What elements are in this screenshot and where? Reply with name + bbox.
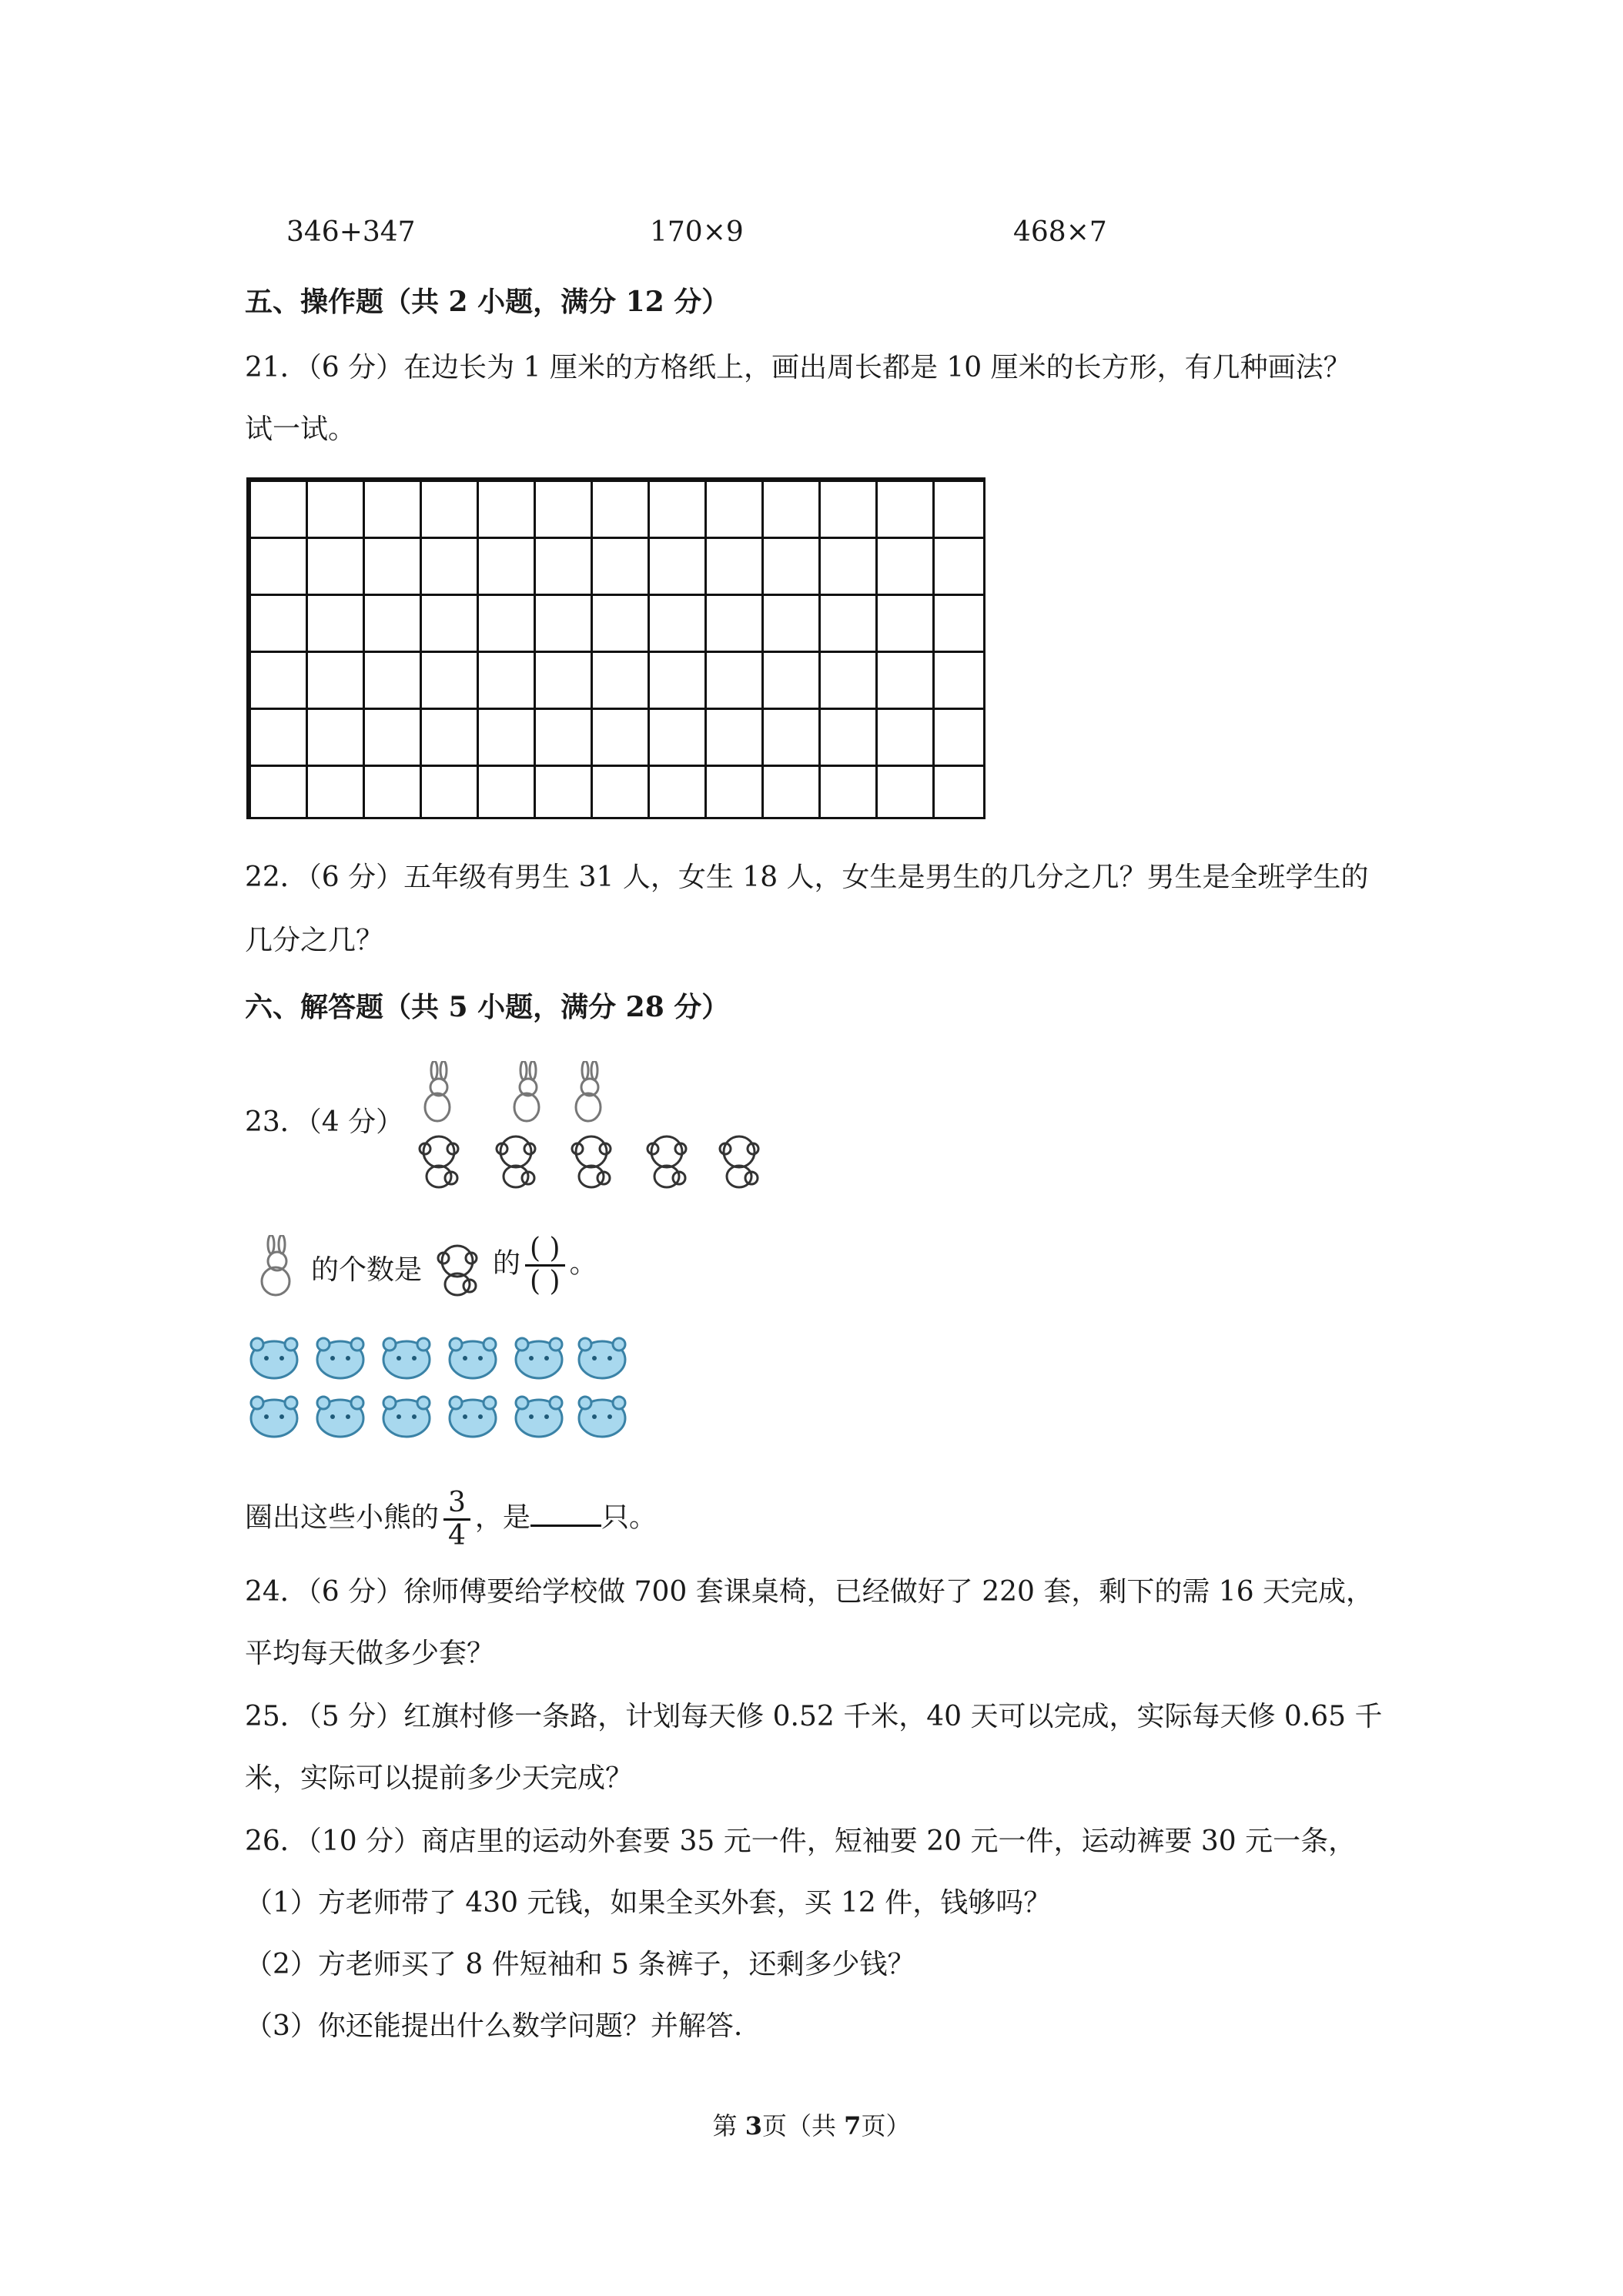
monkey-icon: [648, 1136, 686, 1187]
q23-label: 23．（4 分）: [245, 1106, 404, 1138]
section-6-heading: 六、解答题（共 5 小题，满分 28 分）: [245, 991, 730, 1023]
q22-line-2: 几分之几？: [245, 925, 384, 956]
q23-bears-post: 只。: [601, 1501, 657, 1534]
q24-line-1: 24．（6 分）徐师傅要给学校做 700 套课桌椅，已经做好了 220 套，剩下的需 16 天完成，: [245, 1576, 1374, 1608]
q21-line-2: 试一试。: [245, 413, 356, 445]
q21-line-1: 21．（6 分）在边长为 1 厘米的方格纸上，画出周长都是 10 厘米的长方形，有几种画法？: [245, 352, 1351, 383]
fraction-three-quarters: [443, 1488, 470, 1551]
q23-fraction-line: [493, 1233, 597, 1297]
monkey-icon: [720, 1136, 758, 1187]
rabbit-icon: [425, 1061, 450, 1121]
rabbit-icons: [413, 1061, 674, 1126]
fraction-denominator: ( ): [530, 1266, 561, 1297]
fraction-denominator: 4: [448, 1520, 466, 1551]
rabbit-icon: [514, 1061, 539, 1121]
q23-bears-mid: ，是: [474, 1501, 530, 1534]
bear-icons: [248, 1334, 648, 1449]
footer-mid: 页（共: [761, 2111, 845, 2140]
q25-line-2: 米，实际可以提前多少天完成？: [245, 1762, 634, 1794]
q26-sub-3: （3）你还能提出什么数学问题？并解答.: [245, 2010, 743, 2042]
blank-fraction: [525, 1233, 565, 1297]
q23-text-c: 。: [569, 1247, 597, 1280]
monkey-icons: [413, 1132, 767, 1193]
rabbit-icon: [576, 1061, 601, 1121]
q26-sub-1: （1）方老师带了 430 元钱，如果全买外套，买 12 件，钱够吗？: [245, 1887, 1052, 1919]
q25-line-1: 25．（5 分）红旗村修一条路，计划每天修 0.52 千米，40 天可以完成，实际每天修 0.65 千: [245, 1701, 1383, 1732]
footer-pre: 第: [712, 2111, 745, 2140]
page-footer: [0, 2107, 1623, 2142]
calc-3: 468×7: [1013, 216, 1107, 248]
square-grid: [246, 477, 986, 819]
q23-bears-line: [245, 1488, 657, 1551]
section-5-heading: 五、操作题（共 2 小题，满分 12 分）: [245, 286, 730, 318]
q23-bears-pre: 圈出这些小熊的: [245, 1501, 440, 1534]
monkey-icon: [497, 1136, 535, 1187]
q26-line-1: 26．（10 分）商店里的运动外套要 35 元一件，短袖要 20 元一件，运动裤要 30 元一条，: [245, 1826, 1357, 1857]
q26-sub-2: （2）方老师买了 8 件短袖和 5 条裤子，还剩多少钱？: [245, 1949, 915, 1980]
answer-blank[interactable]: [530, 1494, 601, 1527]
fraction-numerator: ( ): [525, 1233, 565, 1267]
footer-page: 3: [745, 2111, 762, 2140]
fraction-numerator: 3: [443, 1488, 470, 1521]
calc-1: 346+347: [286, 216, 416, 248]
q24-line-2: 平均每天做多少套？: [245, 1638, 495, 1669]
rabbit-icon: [248, 1235, 306, 1300]
q23-text-b: 的: [493, 1247, 521, 1280]
footer-post: 页）: [861, 2111, 911, 2140]
calc-2: 170×9: [650, 216, 744, 248]
monkey-icon: [430, 1241, 490, 1300]
monkey-icon: [420, 1136, 458, 1187]
footer-total: 7: [844, 2111, 862, 2140]
monkey-icon: [572, 1136, 611, 1187]
q23-text-a: 的个数是: [311, 1254, 423, 1286]
q22-line-1: 22．（6 分）五年级有男生 31 人，女生 18 人，女生是男生的几分之几？男生是全班学生的: [245, 862, 1369, 893]
